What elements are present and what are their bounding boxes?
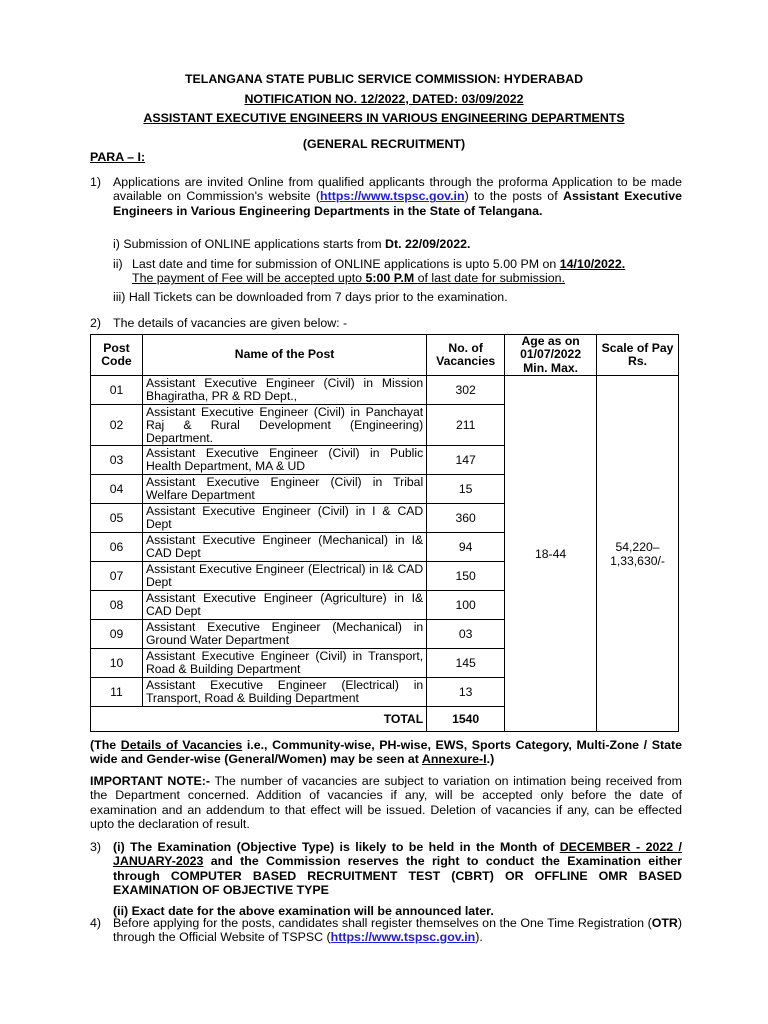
total-value: 1540 xyxy=(427,707,505,732)
item-number: 1) xyxy=(90,175,102,189)
post-code: 03 xyxy=(91,446,143,475)
post-code: 06 xyxy=(91,533,143,562)
item-4 xyxy=(90,916,682,945)
para-heading: PARA – I: xyxy=(90,150,146,164)
header-age: Age as on 01/07/2022 Min. Max. xyxy=(505,335,597,376)
details-note xyxy=(90,738,682,767)
subject-heading: ASSISTANT EXECUTIVE ENGINEERS IN VARIOUS ENGINEERING DEPARTMENTS xyxy=(143,111,625,125)
text-span: (i) The Examination (Objective Type) is likely to be held in the Month of xyxy=(113,840,560,854)
item-2 xyxy=(90,316,682,330)
details-of-vacancies-text: Details of Vacancies xyxy=(120,738,243,752)
item-2-text: The details of vacancies are given below: - xyxy=(113,316,348,330)
item-1 xyxy=(90,175,682,218)
post-name: Assistant Executive Engineer (Electrical) in I& CAD Dept xyxy=(142,562,426,591)
post-vacancies: 150 xyxy=(427,562,505,591)
exam-months: DECEMBER - 2022 / JANUARY-2023 xyxy=(113,840,682,869)
item-1-iii: iii) Hall Tickets can be downloaded from 7 days prior to the examination. xyxy=(113,290,508,304)
item-3-text xyxy=(113,840,682,918)
text-span: Last date and time for submission of ONLINE applications is upto 5.00 PM on xyxy=(132,257,560,271)
age-range: 18-44 xyxy=(505,376,597,732)
last-date: 14/10/2022. xyxy=(559,257,626,271)
text-span: .) xyxy=(486,752,495,767)
table-row xyxy=(91,376,679,405)
item-3 xyxy=(90,840,682,918)
post-vacancies: 15 xyxy=(427,475,505,504)
important-label: IMPORTANT NOTE:- xyxy=(90,774,211,788)
post-name: Assistant Executive Engineer (Civil) in Tribal Welfare Department xyxy=(142,475,426,504)
item-number: ii) xyxy=(113,257,123,271)
post-code: 11 xyxy=(91,678,143,707)
item-4-text xyxy=(113,916,682,945)
important-text: The number of vacancies are subject to variation on intimation being received from the Department concerned. Addition of vacancies if any, will be accepted only before the date of examination and an addendum to that effect will be issued. Deletion of vacancies if any, can be effected upto the declaration of result. xyxy=(90,774,683,832)
post-code: 05 xyxy=(91,504,143,533)
post-code: 01 xyxy=(91,376,143,405)
post-code: 10 xyxy=(91,649,143,678)
post-name: Assistant Executive Engineer (Mechanical) in I& CAD Dept xyxy=(142,533,426,562)
text-span: and the Commission reserves the right to conduct the Examination either through COMPUTER BASED RECRUITMENT TEST (CBRT) OR OFFLINE OMR BASED EXAMINATION OF OBJECTIVE TYPE xyxy=(113,854,682,898)
post-name: Assistant Executive Engineer (Electrical) in Transport, Road & Building Department xyxy=(142,678,426,707)
important-note xyxy=(90,774,682,832)
post-code: 04 xyxy=(91,475,143,504)
website-link[interactable]: https://www.tspsc.gov.in xyxy=(330,930,476,945)
text-span: of last date for submission. xyxy=(417,271,566,286)
vacancy-table xyxy=(90,334,679,732)
notification-number: NOTIFICATION NO. 12/2022, DATED: 03/09/2022 xyxy=(244,92,524,106)
text-span: (The xyxy=(90,738,121,752)
otr-text: OTR xyxy=(651,916,678,930)
post-vacancies: 147 xyxy=(427,446,505,475)
post-name: Assistant Executive Engineer (Civil) in Transport, Road & Building Department xyxy=(142,649,426,678)
post-vacancies: 94 xyxy=(427,533,505,562)
item-1-ii xyxy=(113,257,691,286)
post-code: 02 xyxy=(91,405,143,446)
text-span: ) to the posts of xyxy=(464,189,563,204)
text-span: Before applying for the posts, candidates shall register themselves on the One Time Registration ( xyxy=(113,916,652,930)
post-vacancies: 145 xyxy=(427,649,505,678)
post-vacancies: 13 xyxy=(427,678,505,707)
start-date: Dt. 22/09/2022. xyxy=(385,237,471,251)
item-number: 3) xyxy=(90,840,102,854)
post-code: 08 xyxy=(91,591,143,620)
post-name: Assistant Executive Engineer (Civil) in Mission Bhagiratha, PR & RD Dept., xyxy=(142,376,426,405)
total-label: TOTAL xyxy=(91,707,427,732)
post-name: Assistant Executive Engineer (Agriculture) in I& CAD Dept xyxy=(142,591,426,620)
header-vacancies: No. of Vacancies xyxy=(427,335,505,376)
text-span: i) Submission of ONLINE applications starts from xyxy=(113,237,386,251)
item-1-text xyxy=(113,175,682,218)
post-code: 09 xyxy=(91,620,143,649)
post-vacancies: 302 xyxy=(427,376,505,405)
table-header-row xyxy=(91,335,679,376)
item-1-ii-text xyxy=(132,257,691,286)
text-span: ) through the Official Website of TSPSC ( xyxy=(113,916,682,945)
text-span: i.e., Community-wise, PH-wise, EWS, Sports Category, Multi-Zone / State wide and Gender-wise (General/Women) may be seen at xyxy=(90,738,682,767)
fee-time: 5:00 P.M xyxy=(365,271,418,286)
text-span: ). xyxy=(475,930,483,945)
post-vacancies: 360 xyxy=(427,504,505,533)
recruitment-type: (GENERAL RECRUITMENT) xyxy=(302,137,466,151)
item-1-i xyxy=(113,237,683,251)
website-link[interactable]: https://www.tspsc.gov.in xyxy=(320,189,465,204)
org-heading: TELANGANA STATE PUBLIC SERVICE COMMISSION: HYDERABAD xyxy=(184,72,584,86)
post-name: Assistant Executive Engineer (Mechanical) in Ground Water Department xyxy=(142,620,426,649)
post-vacancies: 03 xyxy=(427,620,505,649)
pay-scale: 54,220– 1,33,630/- xyxy=(597,376,679,732)
post-name: Assistant Executive Engineer (Civil) in I & CAD Dept xyxy=(142,504,426,533)
header-pay: Scale of Pay Rs. xyxy=(597,335,679,376)
item-number: 4) xyxy=(90,916,102,930)
post-name: Assistant Executive Engineer (Civil) in Public Health Department, MA & UD xyxy=(142,446,426,475)
text-span: Applications are invited Online from qualified applicants through the proforma Application to be made available on Commission's website ( xyxy=(113,175,682,204)
header-post-code: Post Code xyxy=(91,335,143,376)
header-post-name: Name of the Post xyxy=(142,335,426,376)
post-vacancies: 211 xyxy=(427,405,505,446)
post-name: Assistant Executive Engineer (Civil) in Panchayat Raj & Rural Development (Engineering) Department. xyxy=(142,405,426,446)
item-number: 2) xyxy=(90,316,102,330)
item-3-ii: (ii) Exact date for the above examination will be announced later. xyxy=(113,903,494,918)
text-span: The payment of Fee will be accepted upto xyxy=(132,271,366,286)
post-vacancies: 100 xyxy=(427,591,505,620)
posts-bold-text: Assistant Executive Engineers in Various Engineering Departments in the State of Telangana. xyxy=(113,189,682,218)
annexure-ref: Annexure-I xyxy=(421,752,487,767)
post-code: 07 xyxy=(91,562,143,591)
